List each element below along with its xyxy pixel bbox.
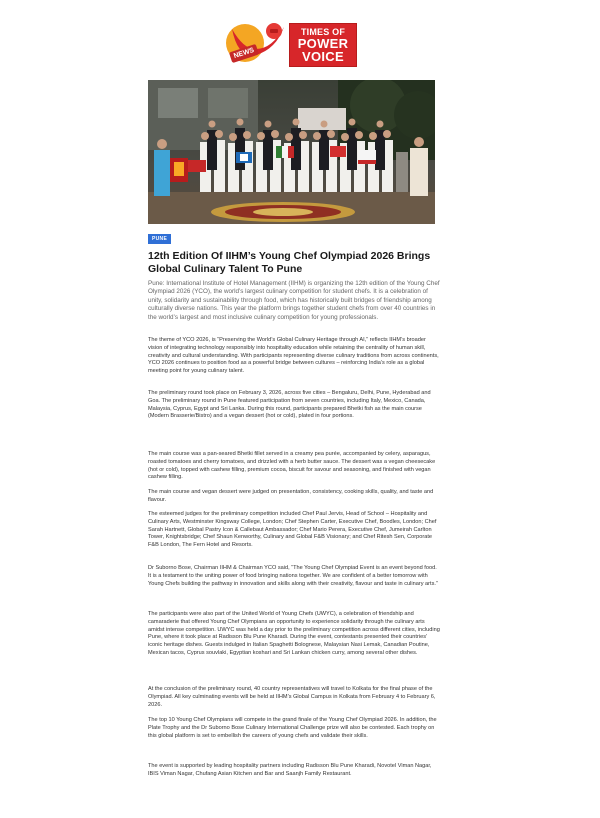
article-paragraph: The participants were also part of the United World of Young Chefs (UWYC), a celebration of friendship and camaraderie that offered Young Chef Olympians an opportunity to experience solidarity through the culinary arts amidst intense competition. UWYC was held a day prior to the preliminary competition across different cities, including Pune, where it took place at Radisson Blu Pune Kharadi. During the event, contestants presented their countries’ iconic heritage dishes. Guests indulged in Italian Spaghetti Bolognese, Malaysian Nasi Lemak, Canadian Poutine, Mexican tacos, Cyprus souvlaki, Egyptian koshari and Sri Lankan chicken curry, among several other dishes. <box>148 611 440 656</box>
article-paragraph: The theme of YCO 2026, is “Preserving the World’s Global Culinary Heritage through AI,” reflects IIHM’s broader vision of integrating technology responsibly into hospitality education while retaining the centrality of human skill, creativity and cultural understanding. With participants representing diverse culinary traditions from across continents, YCO 2026 continues to position food as a powerful bridge between cultures – reinforcing India’s role as a global meeting point for young culinary talent. <box>148 337 439 375</box>
article-paragraph: The main course and vegan dessert were judged on presentation, consistency, cooking skills, quality, and taste and flavour. <box>148 489 434 503</box>
site-logo[interactable] <box>222 19 357 69</box>
news-badge: NEWS <box>229 44 259 63</box>
article-paragraph: Dr Suborno Bose, Chairman IIHM & Chairman YCO said, “The Young Chef Olympiad Event is an event beyond food. It is a testament to the uniting power of food bringing nations together. We are confident of a better tomorrow with Young Chefs building the pathway in innovation and skills along with their creativity, flavour and taste in culinary arts.” <box>148 565 438 587</box>
article-title: 12th Edition Of IIHM’s Young Chef Olympiad 2026 Brings Global Culinary Talent To Pune <box>148 250 431 275</box>
article-paragraph: The preliminary round took place on February 3, 2026, across five cities – Bengaluru, Delhi, Pune, Hyderabad and Goa. The preliminary round in Pune featured participation from seven countries, including Italy, Mexico, Canada, Malaysia, Cyprus, Egypt and Sri Lanka. During this round, participants prepared Bhetki fish as the main course (Modern Brasserie/Bistro) and a vegan dessert (hot or cold), plated in four portions. <box>148 390 431 420</box>
logo-line-2: POWER <box>297 35 349 51</box>
article-paragraph: The main course was a pan-seared Bhetki fillet served in a creamy pea purée, accompanied by celery, asparagus, roasted tomatoes and cherry tomatoes, and drizzled with a herb butter sauce. The dessert was a vegan cheesecake (hot or cold), topped with cashew filling, premium cocoa, biscuit for savour and seasoning, and finished with vegan cashew filling. <box>148 451 436 481</box>
hero-photo <box>148 80 435 224</box>
article-lead: Pune: International Institute of Hotel Management (IIHM) is organizing the 12th edition of the Young Chef Olympiad 2026 (YCO), the world’s largest culinary competition for student chefs. It is a celebration of unity, solidarity and sustainability through food, which has historically built bridges of friendship among culturally diverse nations. This year the platform brings together student chefs from over 40 countries in the world’s largest and most inclusive culinary competition for young professionals. <box>148 280 440 321</box>
logo-line-1: TIMES OF <box>300 26 346 37</box>
logo-line-3: VOICE <box>302 48 344 64</box>
logo-wordmark <box>289 23 357 67</box>
article-paragraph: The top 10 Young Chef Olympians will compete in the grand finale of the Young Chef Olympiad 2026. In addition, the Plate Trophy and the Dr Suborno Bose Culinary International Challenge prize will also be contested. Each trophy on this global platform is set to embellish the careers of young chefs and validate their skills. <box>148 717 437 739</box>
article-paragraph: The event is supported by leading hospitality partners including Radisson Blu Pune Kharadi, Novotel Viman Nagar, IBIS Viman Nagar, Chufang Asian Kitchen and Bar and Saanjh Family Restaurant. <box>148 763 432 777</box>
article-paragraph: At the conclusion of the preliminary round, 40 country representatives will travel to Kolkata for the final phase of the Olympiad. All key culminating events will be held at IIHM’s Global Campus in Kolkata from February 4 to February 6, 2026. <box>148 686 436 708</box>
category-tag[interactable]: PUNE <box>148 234 171 244</box>
article-paragraph: The esteemed judges for the preliminary competition included Chef Paul Jervis, Head of School – Hospitality and Culinary Arts, Westminster Kingsway College, London; Chef Stephen Carter, Executive Chef, Boodles, London; Chef Sarah Hartnett, Global Pastry Icon & Callebaut Ambassador; Chef Mario Perera, Executive Chef, Jumeirah Carlton Tower, Knightsbridge; Chef Shaun Kenworthy, Culinary and Global F&B Visionary; and Chef Ritesh Sen, Corporate F&B London, The Fern Hotel and Resorts. <box>148 511 437 549</box>
